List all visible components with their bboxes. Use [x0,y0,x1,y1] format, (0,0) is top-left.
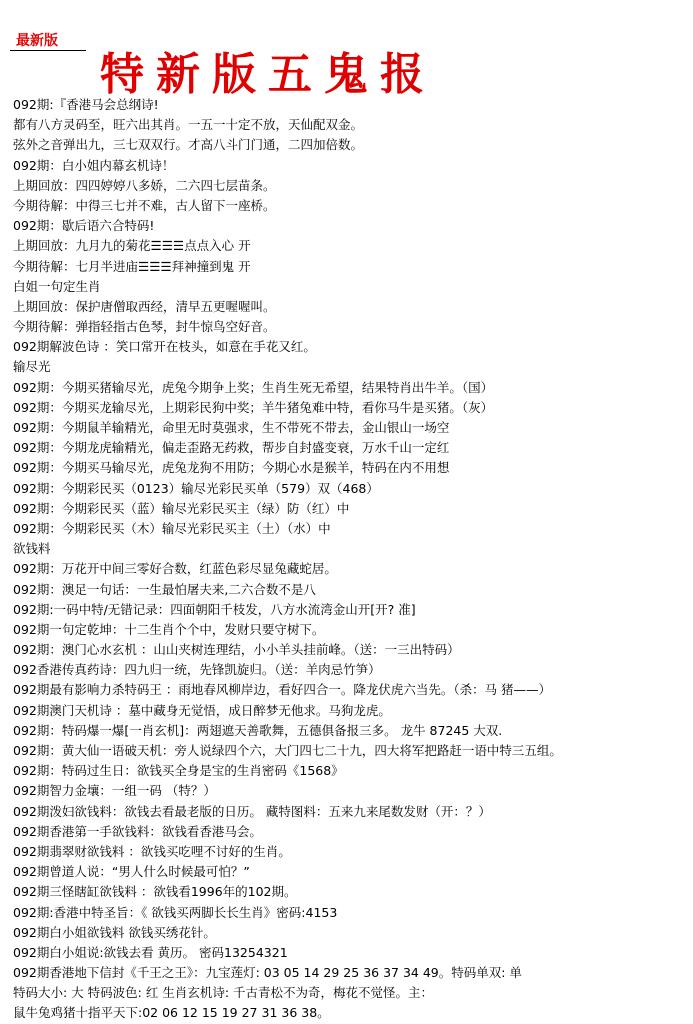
text-line: 092期:『香港马会总纲诗! [13,97,159,112]
text-line: 092期:香港中特圣旨：《 欲钱买两脚长长生肖》密码:4153 [13,904,338,920]
text-line: 092期澳门天机诗 ：墓中藏身无觉悟，成日醉梦无他求。马狗龙虎。 [13,702,391,718]
text-line: 092期：黄大仙一语破天机：旁人说绿四个六，大门四七二十九，四大将军把路赶一语中特三五组。 [13,743,562,758]
text-line: 092期：澳门心水玄机 ：山山夹树连理结，小小羊头挂前峰。（送：一三出特码） [13,642,460,658]
text-line: 092期：今期鼠羊输精光，命里无时莫强求，生不带死不带去，金山银山一场空 [13,420,450,435]
text-line: 092期三怪瞎缸欲钱料 ：欲钱看1996年的102期。 [13,884,297,900]
text-line: 092期：澳足一句话：一生最怕屠夫来,二六合数不是八 [13,581,316,597]
text-line: 092期一句定乾坤：十二生肖个个中，发财只要守树下。 [13,621,325,637]
text-line: 092期：今期彩民买（木）输尽光彩民买主（土）（水）中 [13,520,331,536]
text-line: 092期：今期彩民买（0123）输尽光彩民买单（579）双（468） [13,480,379,496]
text-line: 092期白小姐欲钱料 欲钱买绣花针。 [13,924,216,940]
text-line: 092期：今期买马输尽光，虎兔龙狗不用防；今期心水是猴羊，特码在内不用想 [13,460,450,476]
text-line: 092期:一码中特/无错记录：四面朝阳千枝发，八方水流湾金山开[开? 准] [13,601,416,617]
text-line: 都有八方灵码至，旺六出其肖。一五一十定不放，天仙配双金。 [13,117,364,133]
text-line: 092期香港地下信封《千王之王》：九宝莲灯: 03 05 14 29 25 36 37 34 49。特码单双: 单 [13,965,522,981]
text-line: 092期：白小姐内幕玄机诗！ [13,157,175,173]
text-line: 上期回放：四四婷婷八多娇，二六四七层苗条。 [13,177,276,193]
text-line: 今期待解：弹指轻指古色琴，封牛惊鸟空好音。 [13,319,276,335]
text-line: 092期：今期买猪输尽光，虎兔今期争上奖；生肖生死无希望，结果特肖出牛羊。（国） [13,379,494,395]
text-line: 092期香港第一手欲钱料：欲钱看香港马会。 [13,823,262,839]
text-line: 今期待解：七月半进庙☰☰☰拜神撞到鬼 开 [13,258,251,274]
text-line: 092期白小姐说:欲钱去看 黄历。 密码13254321 [13,944,288,960]
text-line: 092期：特码过生日：欲钱买全身是宝的生肖密码《1568》 [13,763,344,779]
text-line: 输尽光 [13,359,51,375]
badge-underline [10,50,86,51]
text-line: 092期：万花开中间三零好合数，红蓝色彩尽显兔藏蛇居。 [13,561,337,577]
text-line: 092期：今期龙虎输精光，偏走歪路无药救，帮步自封盛变衰，万水千山一定红 [13,440,450,456]
text-line: 欲钱料 [13,541,51,557]
text-line: 092期：歇后语六合特码! [13,218,155,234]
text-line: 092期：特码爆一爆[一肖玄机]：两翅遮天善歌舞，五德俱备报三多。 龙牛 87245 大双. [13,722,503,738]
text-line: 092期最有影响力杀特码王 ：雨地春风柳岸边，看好四合一。降龙伏虎六当先。（杀：马 猪——） [13,682,552,698]
page-title: 特新版五鬼报 [100,49,436,100]
text-line: 今期待解：中得三七并不难，古人留下一座桥。 [13,197,276,213]
text-line: 092香港传真药诗：四九归一统，先锋凯旋归。（送：羊肉忌竹笋） [13,662,381,678]
text-line: 上期回放：九月九的菊花☰☰☰点点入心 开 [13,238,251,254]
text-line: 特码大小: 大 特码波色: 红 生肖玄机诗: 千古青松不为奇，梅花不觉怪。主： [13,985,434,1001]
text-line: 092期泼妇欲钱料：欲钱去看最老版的日历。 藏特图料：五来九来尾数发财（开：？） [13,803,491,819]
text-line: 092期解波色诗 ：笑口常开在枝头，如意在手花又红。 [13,339,316,355]
edition-badge: 最新版 [16,33,58,49]
text-line: 092期翡翠财欲钱料 ：欲钱买吃哩不讨好的生肖。 [13,843,291,859]
content-body [13,95,689,1024]
text-line: 白姐一句定生肖 [13,278,101,294]
text-line: 鼠牛兔鸡猪十指平天下:02 06 12 15 19 27 31 36 38。 [13,1005,330,1021]
text-line: 092期：今期买龙输尽光，上期彩民狗中奖；羊牛猪兔难中特，看你马牛是买猪。（灰） [13,399,494,415]
text-line: 092期：今期彩民买（蓝）输尽光彩民买主（绿）防（红）中 [13,500,350,516]
text-line: 弦外之音弹出九，三七双双行。才高八斗门门通，二四加倍数。 [13,137,364,153]
text-line: 092期曾道人说：“男人什么时候最可怕？” [13,864,250,880]
text-line: 上期回放：保护唐僧取西经，清早五更喔喔叫。 [13,298,276,314]
text-line: 092期智力金壤：一组一码 （特？） [13,783,216,799]
